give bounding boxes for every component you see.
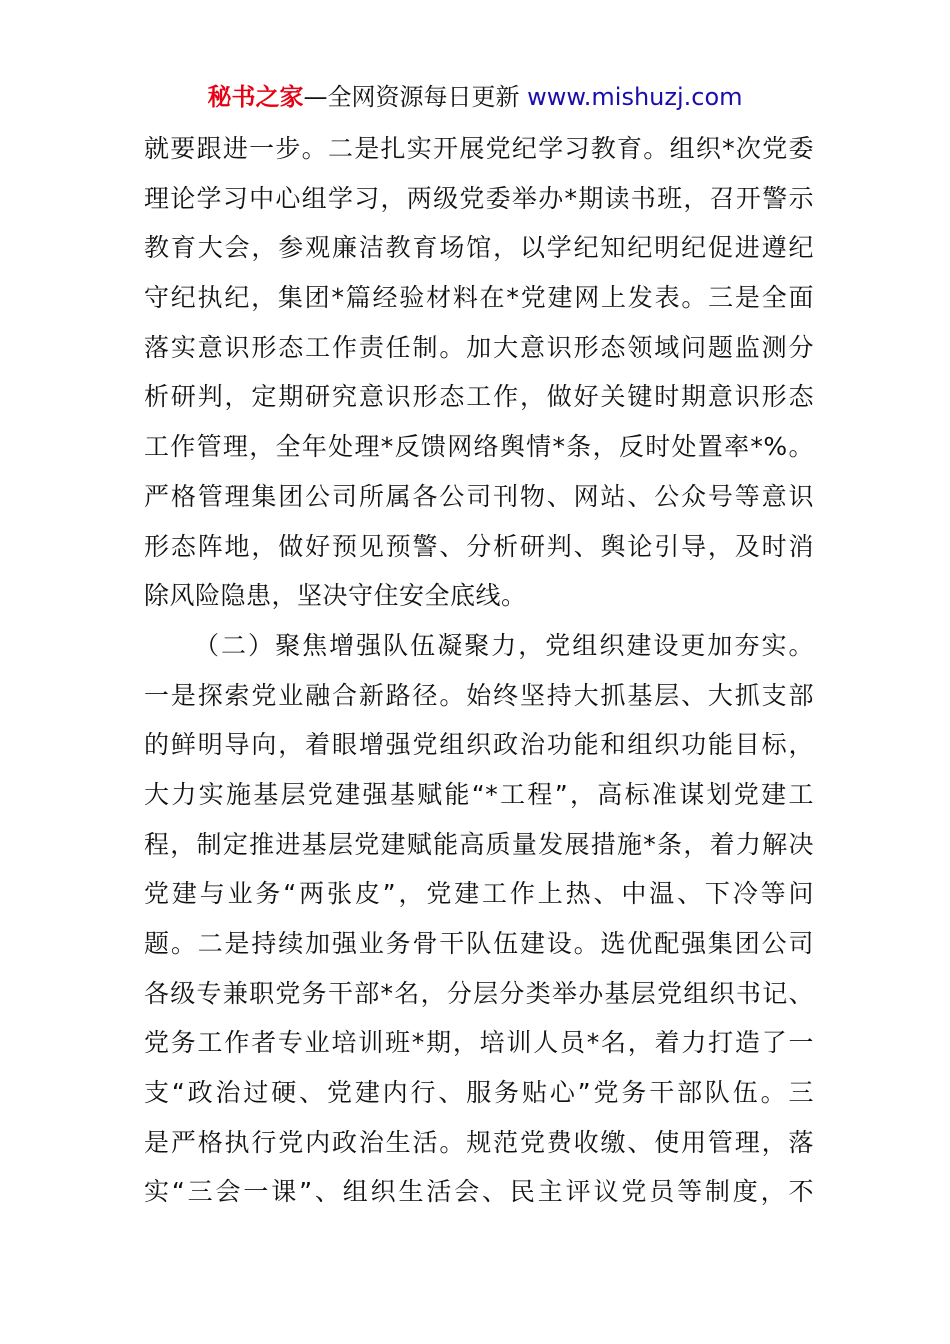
text-line: 落实意识形态工作责任制。加大意识形态领域问题监测分 — [144, 332, 814, 362]
text-line: 守纪执纪，集团*篇经验材料在*党建网上发表。三是全面 — [144, 283, 814, 313]
text-line: 教育大会，参观廉洁教育场馆，以学纪知纪明纪促进遵纪 — [144, 233, 814, 263]
text-line: 工作管理，全年处理*反馈网络舆情*条，反时处置率*%。 — [144, 432, 814, 462]
text-line: 形态阵地，做好预见预警、分析研判、舆论引导，及时消 — [144, 531, 814, 561]
text-line: 题。二是持续加强业务骨干队伍建设。选优配强集团公司 — [144, 929, 814, 958]
text-line: 除风险隐患，坚决守住安全底线。 — [144, 581, 527, 611]
text-line: 党务工作者专业培训班*期，培训人员*名，着力打造了一 — [144, 1028, 814, 1058]
site-header — [0, 80, 950, 114]
text-line: 实“三会一课”、组织生活会、民主评议党员等制度，不 — [144, 1177, 814, 1207]
text-line: 理论学习中心组学习，两级党委举办*期读书班，召开警示 — [144, 183, 814, 213]
text-line: 支“政治过硬、党建内行、服务贴心”党务干部队伍。三 — [144, 1078, 814, 1108]
header-tagline: —全网资源每日更新 — [303, 83, 520, 111]
text-line: 大力实施基层党建强基赋能“*工程”，高标准谋划党建工 — [144, 779, 814, 809]
text-line: 的鲜明导向，着眼增强党组织政治功能和组织功能目标， — [144, 730, 814, 760]
text-line: 各级专兼职党务干部*名，分层分类举办基层党组织书记、 — [144, 978, 814, 1008]
text-line: 就要跟进一步。二是扎实开展党纪学习教育。组织*次党委 — [144, 134, 814, 163]
text-line: 析研判，定期研究意识形态工作，做好关键时期意识形态 — [144, 382, 814, 412]
document-body — [144, 124, 814, 1217]
text-line: 程，制定推进基层党建赋能高质量发展措施*条，着力解决 — [144, 829, 814, 859]
text-line: 是严格执行党内政治生活。规范党费收缴、使用管理，落 — [144, 1127, 814, 1157]
header-url-link[interactable]: www.mishuzj.com — [527, 83, 743, 111]
text-line: 严格管理集团公司所属各公司刊物、网站、公众号等意识 — [144, 481, 814, 511]
text-line: 一是探索党业融合新路径。始终坚持大抓基层、大抓支部 — [144, 680, 814, 710]
header-brand: 秘书之家 — [207, 83, 304, 111]
section-heading: （二）聚焦增强队伍凝聚力，党组织建设更加夯实。 — [194, 630, 814, 660]
text-line: 党建与业务“两张皮”，党建工作上热、中温、下冷等问 — [144, 879, 814, 909]
